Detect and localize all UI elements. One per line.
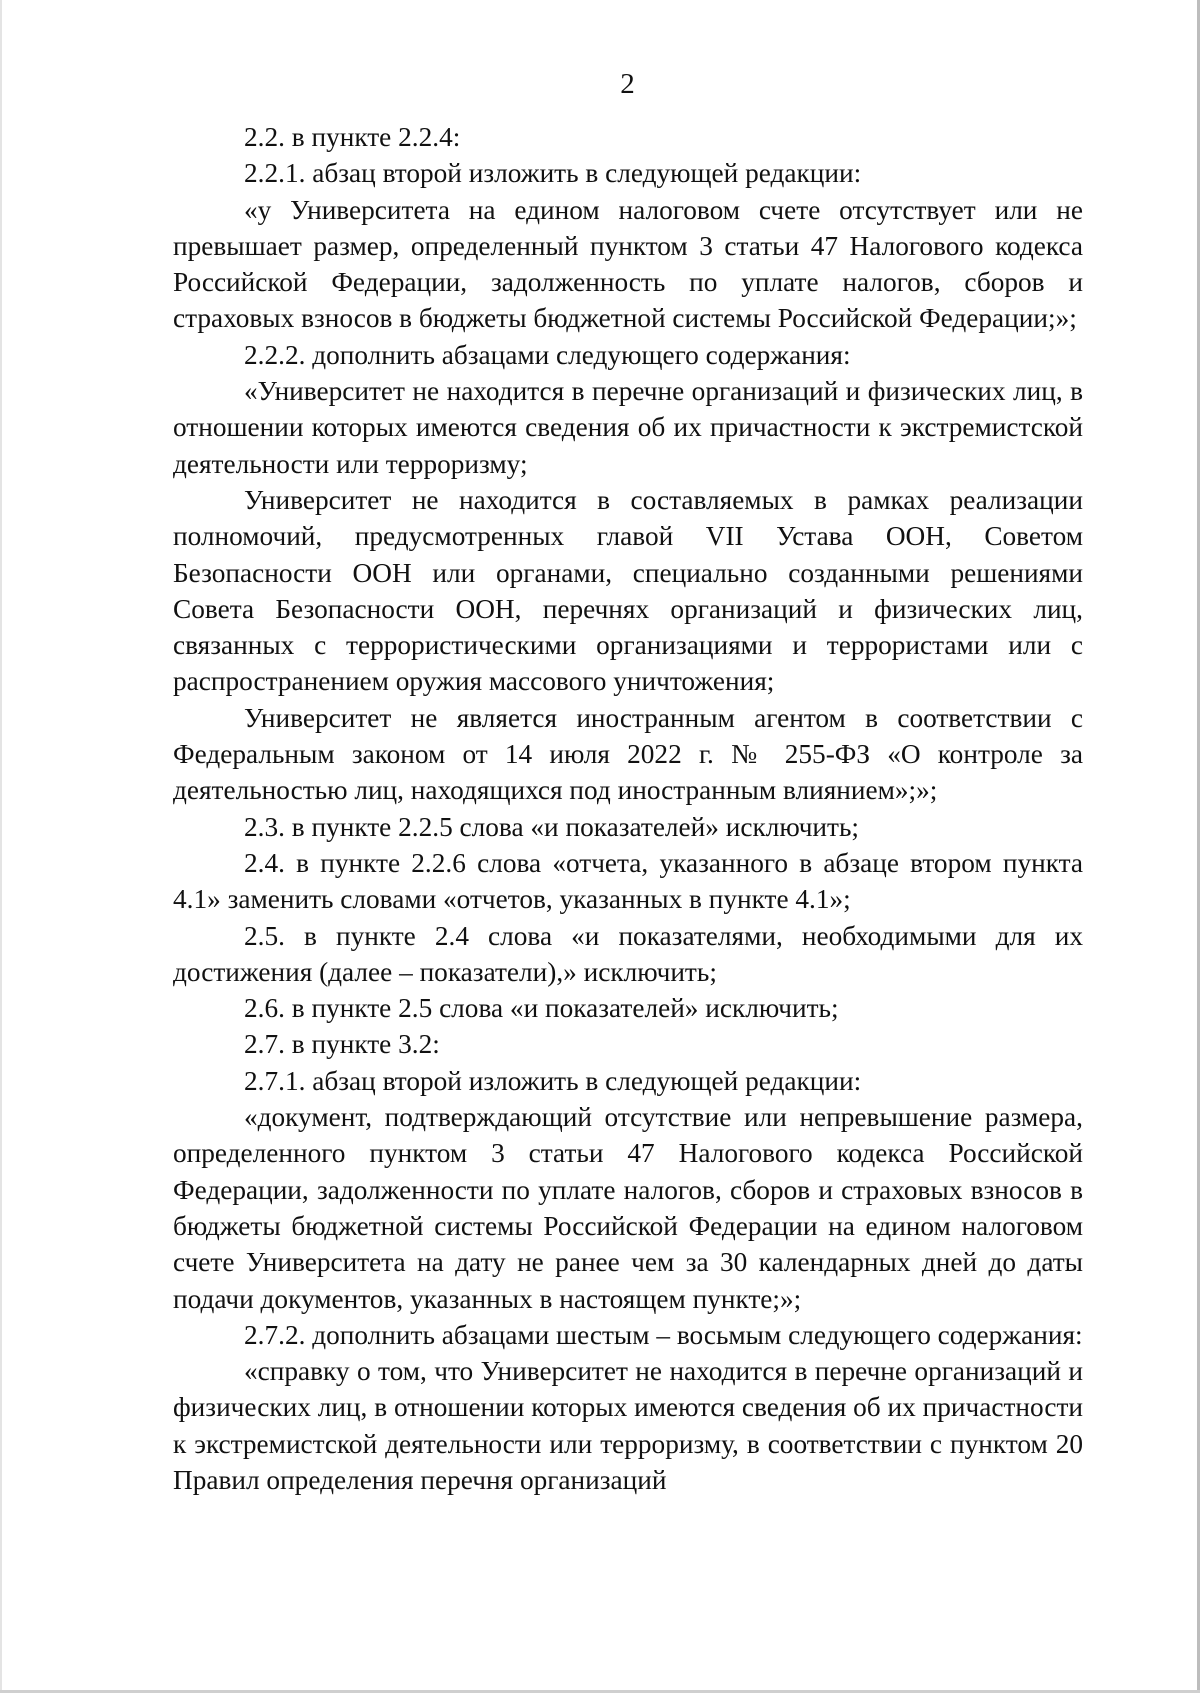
paragraph-2-2-1: 2.2.1. абзац второй изложить в следующей редакции: (244, 158, 862, 189)
paragraph-2-7: 2.7. в пункте 3.2: (244, 1029, 440, 1060)
paragraph-2-7-1: 2.7.1. абзац второй изложить в следующей редакции: (244, 1065, 862, 1096)
paragraph-2-2-2: 2.2.2. дополнить абзацами следующего содержания: (244, 339, 851, 370)
document-body (173, 119, 1083, 1498)
paragraph-2-7-1-text: «документ, подтверждающий отсутствие или непревышение размера, определенного пунктом 3 статьи 47 Налогового кодекса Российской Федерации, задолженности по уплате налогов, сборов и страховых взносов в бюджеты бюджетной системы Российской Федерации на едином налоговом счете Университета на дату не ранее чем за 30 календарных дней до даты подачи документов, указанных в настоящем пункте;»; (173, 1102, 1083, 1314)
paragraph-2-3: 2.3. в пункте 2.2.5 слова «и показателей» исключить; (244, 811, 860, 842)
paragraph-2-5: 2.5. в пункте 2.4 слова «и показателями, необходимыми для их достижения (далее – показатели),» исключить; (173, 920, 1083, 987)
paragraph-2-6: 2.6. в пункте 2.5 слова «и показателей» исключить; (244, 993, 839, 1024)
paragraph-2-2: 2.2. в пункте 2.2.4: (244, 122, 461, 152)
paragraph-2-7-2: 2.7.2. дополнить абзацами шестым – восьмым следующего содержания: (244, 1319, 1083, 1350)
paragraph-un-lists: Университет не находится в составляемых в рамках реализации полномочий, предусмотренных главой VII Устава ООН, Советом Безопасности ООН или органами, специально созданными решениями Совета Безопасности ООН, перечнях организаций и физических лиц, связанных с террористическими организациями и террористами или с распространением оружия массового уничтожения; (173, 484, 1083, 697)
paragraph-foreign-agent: Университет не является иностранным агентом в соответствии с Федеральным законом от 14 июля 2022 г. № 255-ФЗ «О контроле за деятельностью лиц, находящихся под иностранным влиянием»;»; (173, 702, 1083, 806)
paragraph-extremism-list: «Университет не находится в перечне организаций и физических лиц, в отношении которых имеются сведения об их причастности к экстремистской деятельности или терроризму; (173, 376, 1083, 479)
paragraph-2-2-1-text: «у Университета на едином налоговом счете отсутствует или не превышает размер, определенный пунктом 3 статьи 47 Налогового кодекса Российской Федерации, задолженность по уплате налогов, сборов и страховых взносов в бюджеты бюджетной системы Российской Федерации;»; (173, 194, 1083, 334)
page-number: 2 (620, 68, 635, 100)
paragraph-2-4: 2.4. в пункте 2.2.6 слова «отчета, указанного в абзаце втором пункта 4.1» заменить словами «отчетов, указанных в пункте 4.1»; (173, 847, 1083, 915)
paragraph-2-7-2-text: «справку о том, что Университет не находится в перечне организаций и физических лиц, в отношении которых имеются сведения об их причастности к экстремистской деятельности или терроризму, в соответствии с пунктом 20 Правил определения перечня организаций (173, 1356, 1083, 1495)
scan-edge-left (0, 0, 2, 1693)
